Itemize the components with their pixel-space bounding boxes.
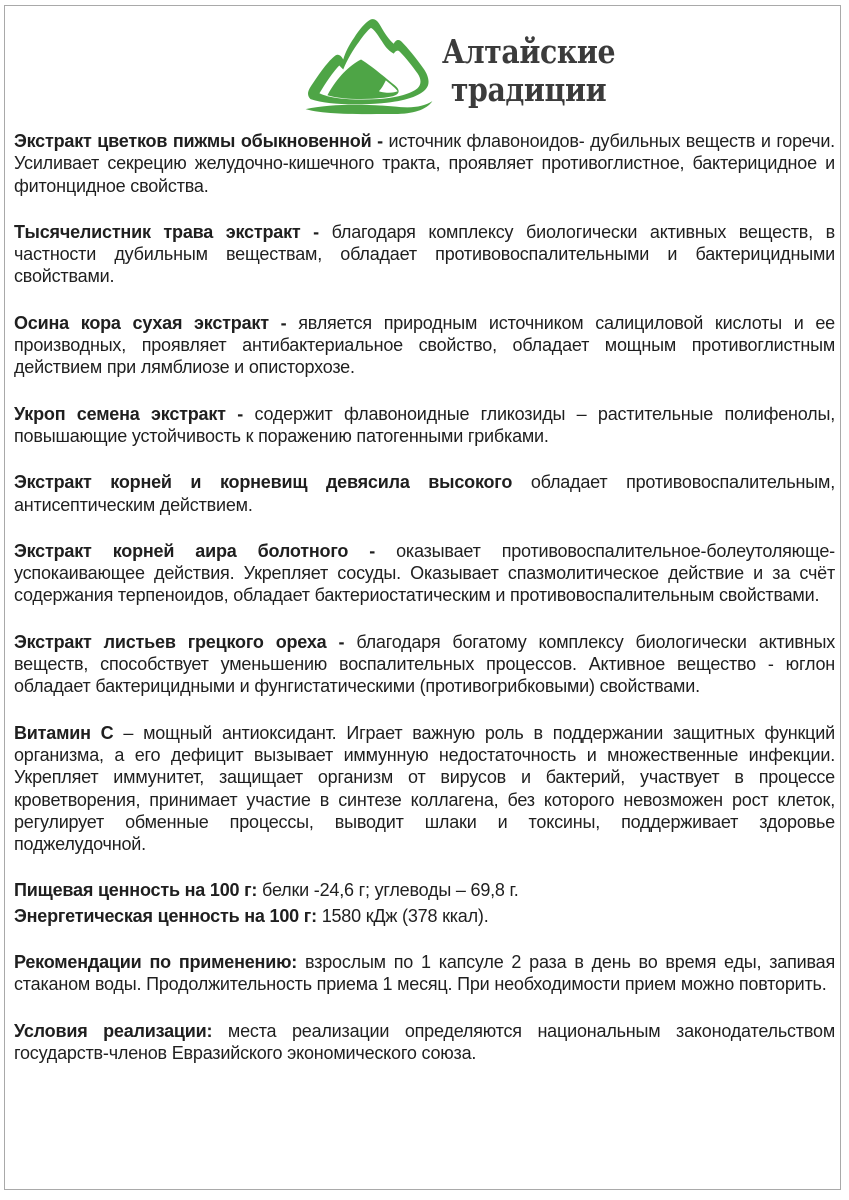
paragraph (14, 951, 835, 996)
paragraph-body: является природным источником салициловой кислоты и ее производных, проявляет антибактериальное свойство, обладает мощным противоглистным действием при лямблиозе и описторхозе. (14, 312, 835, 378)
paragraph-lead: Экстракт корней и корневищ девясила высокого (14, 472, 513, 493)
paragraph (14, 631, 835, 698)
paragraph-lead: Рекомендации по применению: (14, 952, 298, 973)
paragraph-body: взрослым по 1 капсуле 2 раза в день во время еды, запивая стаканом воды. Продолжительность приема 1 месяц. При необходимости прием можно повторить. (14, 952, 835, 995)
paragraph-body: белки -24,6 г; углеводы – 69,8 г. (262, 880, 519, 901)
paragraph-lead: Осина кора сухая экстракт - (14, 312, 287, 333)
paragraph-body: – мощный антиоксидант. Играет важную роль в поддержании защитных функций организма, а его дефицит вызывает иммунную недостаточность и множественные инфекции. Укрепляет иммунитет, защищает организм от вирусов и бактерий, участвует в процессе кроветворения, принимает участие в синтезе коллагена, без которого невозможен рост клеток, регулирует обменные процессы, выводит шлаки и токсины, поддерживает здоровье поджелудочной. (14, 722, 835, 855)
header (0, 0, 849, 120)
paragraph-body: оказывает противовоспалительное-болеутоляюще-успокаивающее действия. Укрепляет сосуды. Оказывает спазмолитическое действие и за счёт содержания терпеноидов, обладает бактериостатическим и противовоспалительным свойствами. (14, 540, 835, 606)
paragraph (14, 312, 835, 379)
label-text-content (14, 130, 835, 1064)
brand-name (442, 19, 615, 109)
paragraph-body: благодаря комплексу биологически активных веществ, в частности дубильным веществам, обладает противовоспалительными и бактерицидными свойствами. (14, 221, 835, 287)
paragraph (14, 540, 835, 607)
paragraph-lead: Витамин С (14, 722, 114, 743)
paragraph (14, 1020, 835, 1065)
paragraph-body: 1580 кДж (378 ккал). (321, 905, 489, 926)
paragraph (14, 722, 835, 856)
paragraph-lead: Укроп семена экстракт - (14, 403, 244, 424)
paragraph (14, 471, 835, 516)
paragraph (14, 905, 835, 927)
paragraph-lead: Пищевая ценность на 100 г: (14, 880, 258, 901)
paragraph-lead: Экстракт корней аира болотного - (14, 540, 376, 561)
paragraph-body: обладает противовоспалительным, антисептическим действием. (14, 472, 835, 515)
paragraph-body: содержит флавоноидные гликозиды – растительные полифенолы, повышающие устойчивость к поражению патогенными грибками. (14, 403, 835, 446)
paragraph-body: места реализации определяются национальным законодательством государств-членов Евразийского экономического союза. (14, 1020, 835, 1063)
brand-name-line1: Алтайские (442, 32, 616, 71)
paragraph (14, 403, 835, 448)
paragraph-body: источник флавоноидов- дубильных веществ и горечи. Усиливает секрецию желудочно-кишечного тракта, проявляет противоглистное, бактерицидное и фитонцидное свойства. (14, 131, 835, 196)
paragraph-lead: Тысячелистник трава экстракт - (14, 221, 319, 242)
paragraph-lead: Экстракт цветков пижмы обыкновенной - (14, 131, 383, 151)
paragraph-lead: Экстракт листьев грецкого ореха - (14, 631, 345, 652)
mountain-range-with-wave-icon (296, 12, 438, 116)
brand-name-line2: традиции (450, 70, 607, 109)
paragraph-body: благодаря богатому комплексу биологически активных веществ, способствует уменьшению воспалительных процессов. Активное вещество - юглон обладает бактерицидными и фунгистатическими (противогрибковыми) свойствами. (14, 631, 835, 697)
paragraph (14, 221, 835, 288)
paragraph-lead: Энергетическая ценность на 100 г: (14, 905, 317, 926)
brand-logo (296, 12, 643, 116)
paragraph (14, 879, 835, 901)
paragraph (14, 130, 835, 197)
paragraph-lead: Условия реализации: (14, 1020, 213, 1041)
